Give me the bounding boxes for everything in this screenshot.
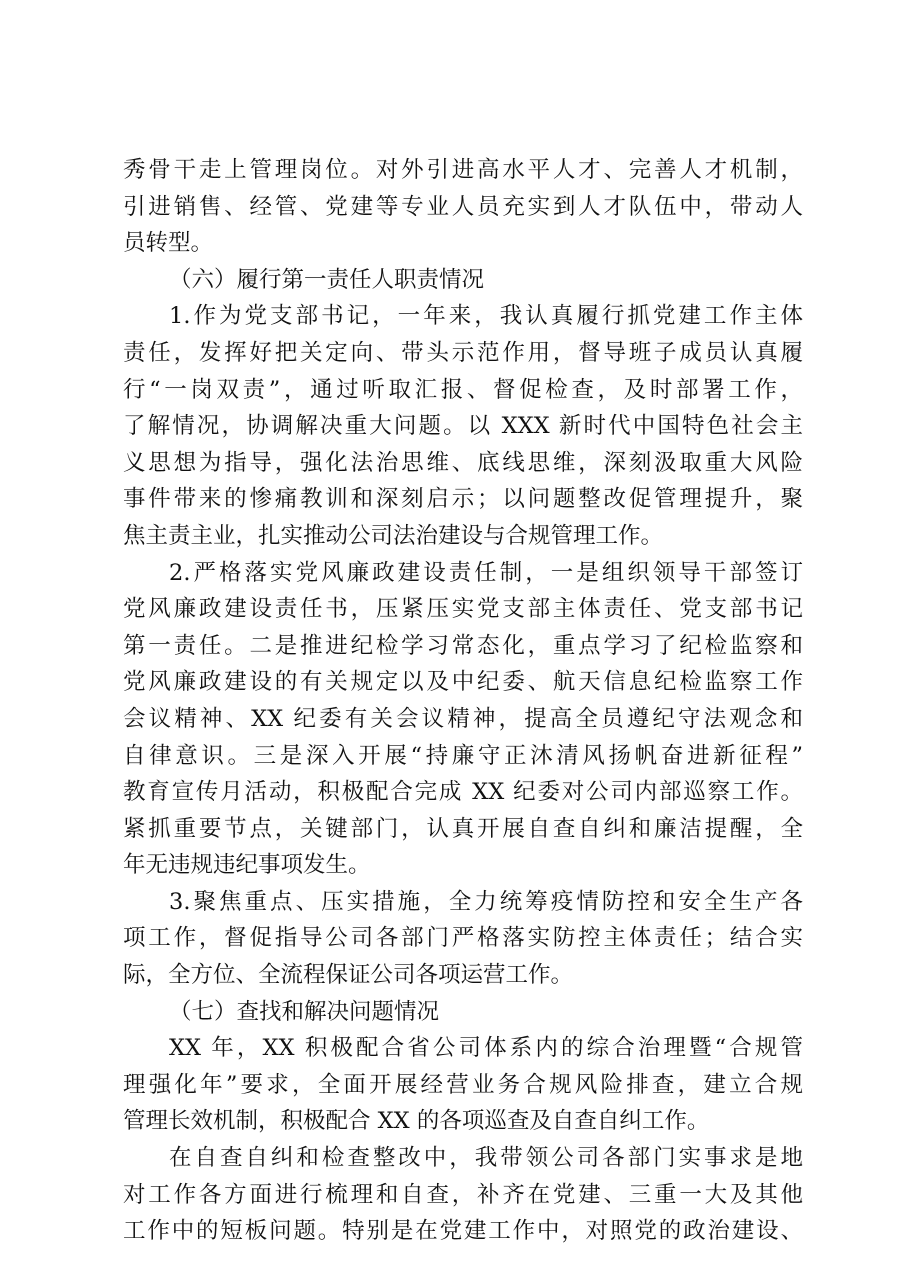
text-line: 项工作，督促指导公司各部门严格落实防控主体责任；结合实 (123, 925, 803, 952)
text-line: 紧抓重要节点，关键部门，认真开展自查自纠和廉洁提醒，全 (123, 815, 803, 842)
text-line: 3.聚焦重点、压实措施，全力统筹疫情防控和安全生产各 (169, 888, 803, 915)
text-line: 第一责任。二是推进纪检学习常态化，重点学习了纪检监察和 (123, 632, 803, 659)
text-line: 教育宣传月活动，积极配合完成 XX 纪委对公司内部巡察工作。 (123, 779, 803, 806)
section-heading-six: （六）履行第一责任人职责情况 (169, 266, 485, 293)
text-line: 2.严格落实党风廉政建设责任制，一是组织领导干部签订 (169, 559, 803, 586)
text-line: 管理长效机制，积极配合 XX 的各项巡查及自查自纠工作。 (123, 1108, 710, 1135)
text-line: 事件带来的惨痛教训和深刻启示；以问题整改促管理提升，聚 (123, 486, 803, 513)
text-line: 了解情况，协调解决重大问题。以 XXX 新时代中国特色社会主 (123, 413, 803, 440)
text-line: 对工作各方面进行梳理和自查，补齐在党建、三重一大及其他 (123, 1181, 803, 1208)
text-line: 理强化年”要求，全面开展经营业务合规风险排查，建立合规 (123, 1071, 803, 1098)
text-line: 际，全方位、全流程保证公司各项运营工作。 (123, 962, 574, 989)
text-line: 工作中的短板问题。特别是在党建工作中，对照党的政治建设、 (123, 1218, 803, 1245)
text-line: 义思想为指导，强化法治思维、底线思维，深刻汲取重大风险 (123, 449, 803, 476)
text-line: 行“一岗双责”，通过听取汇报、督促检查，及时部署工作， (123, 376, 803, 403)
text-line: 焦主责主业，扎实推动公司法治建设与合规管理工作。 (123, 522, 664, 549)
text-line: 会议精神、XX 纪委有关会议精神，提高全员遵纪守法观念和 (123, 705, 803, 732)
text-line: 责任，发挥好把关定向、带头示范作用，督导班子成员认真履 (123, 339, 803, 366)
document-body (123, 152, 803, 1250)
text-line: 党风廉政建设的有关规定以及中纪委、航天信息纪检监察工作 (123, 669, 803, 696)
text-line: XX 年，XX 积极配合省公司体系内的综合治理暨“合规管 (169, 1035, 803, 1062)
text-line: 在自查自纠和检查整改中，我带领公司各部门实事求是地 (169, 1145, 803, 1172)
text-line: 党风廉政建设责任书，压紧压实党支部主体责任、党支部书记 (123, 596, 803, 623)
section-heading-seven: （七）查找和解决问题情况 (169, 998, 440, 1025)
text-line: 自律意识。三是深入开展“持廉守正沐清风扬帆奋进新征程” (123, 742, 803, 769)
text-line: 年无违规违纪事项发生。 (123, 852, 371, 879)
text-line: 引进销售、经管、党建等专业人员充实到人才队伍中，带动人 (123, 193, 803, 220)
text-line: 秀骨干走上管理岗位。对外引进高水平人才、完善人才机制， (123, 157, 803, 183)
text-line: 员转型。 (123, 230, 214, 257)
text-line: 1.作为党支部书记，一年来，我认真履行抓党建工作主体 (169, 303, 803, 330)
